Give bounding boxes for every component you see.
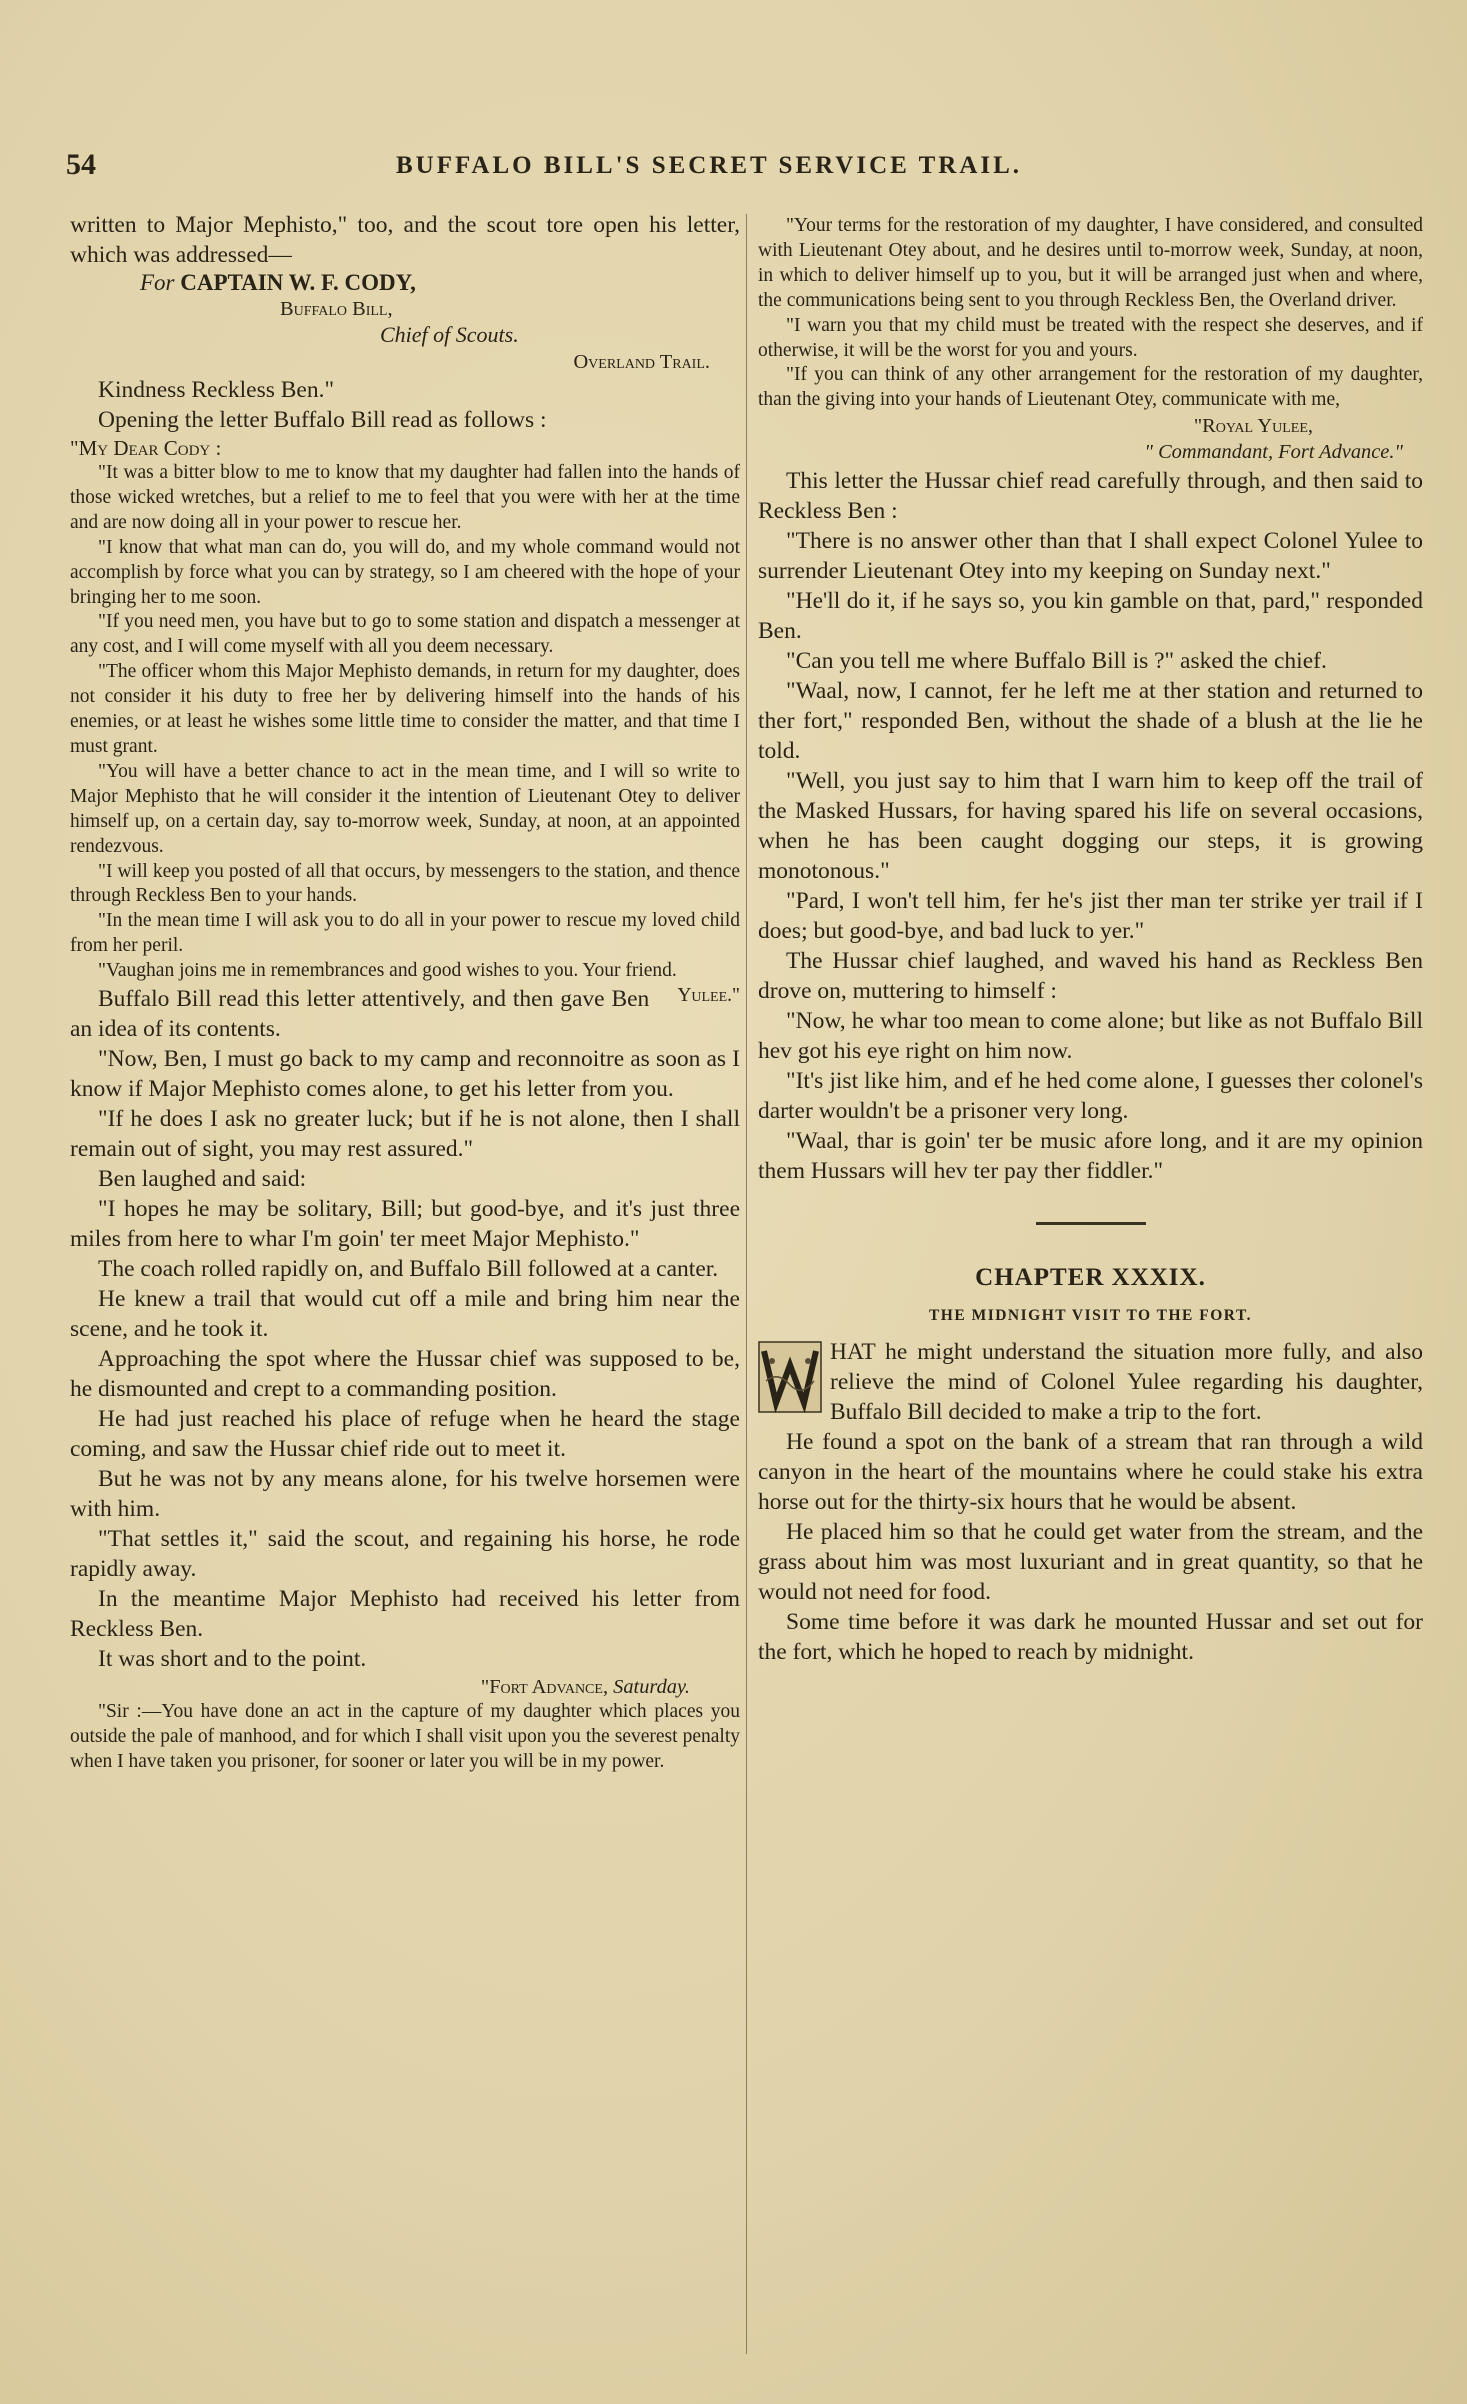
paragraph: "Can you tell me where Buffalo Bill is ?" asked the chief. (786, 647, 1327, 674)
paragraph: Buffalo Bill read this letter attentively, and then gave Ben an idea of its contents. (70, 986, 650, 1043)
running-title: BUFFALO BILL'S SECRET SERVICE TRAIL. (396, 152, 1023, 179)
letter-signature-title: " Commandant, Fort Advance." (1144, 441, 1403, 464)
letter-paragraph: "I warn you that my child must be treated with the respect she deserves, and if otherwise, it will be the worst for you and yours. (758, 314, 1423, 361)
paragraph: He knew a trail that would cut off a mile and bring him near the scene, and he took it. (70, 1286, 740, 1343)
page-header (66, 148, 1426, 188)
paragraph: He found a spot on the bank of a stream that ran through a wild canyon in the heart of the mountains where he could stake his extra horse out for the thirty-six hours that he would be absent. (758, 1429, 1423, 1516)
paragraph: Kindness Reckless Ben." (98, 376, 335, 403)
paragraph: "Now, he whar too mean to come alone; but like as not Buffalo Bill hev got his eye right on him now. (758, 1007, 1423, 1064)
paragraph: "He'll do it, if he says so, you kin gamble on that, pard," responded Ben. (758, 587, 1423, 644)
paragraph: "It's jist like him, and ef he hed come alone, I guesses ther colonel's darter wouldn't be a prisoner very long. (758, 1067, 1423, 1124)
paragraph: "Now, Ben, I must go back to my camp and reconnoitre as soon as I know if Major Mephisto comes alone, to get his letter from you. (70, 1046, 740, 1103)
paragraph: "There is no answer other than that I shall expect Colonel Yulee to surrender Lieutenant Otey into my keeping on Sunday next." (758, 527, 1423, 584)
letter-day: Saturday. (613, 1676, 690, 1699)
letter-paragraph: "You will have a better chance to act in the mean time, and I will so write to Major Mephisto that he will consider it the intention of Lieutenant Otey to deliver himself up, on a certain day, say to-morrow week, Sunday, at noon, at an appointed rendezvous. (70, 760, 740, 857)
chapter-heading: CHAPTER XXXIX. (975, 1263, 1206, 1291)
left-column (70, 210, 740, 2360)
paragraph: "Pard, I won't tell him, fer he's jist ther man ter strike yer trail if I does; but good-bye, and bad luck to yer." (758, 887, 1423, 944)
letter-address (70, 270, 740, 296)
paragraph: Approaching the spot where the Hussar chief was supposed to be, he dismounted and crept to a commanding position. (70, 1346, 740, 1403)
paragraph: "Waal, now, I cannot, fer he left me at ther station and returned to ther fort," responded Ben, without the shade of a blush at the lie he told. (758, 677, 1423, 764)
chapter-opening-paragraph (758, 1337, 1423, 1427)
paragraph: It was short and to the point. (98, 1646, 367, 1673)
paragraph: "That settles it," said the scout, and regaining his horse, he rode rapidly away. (70, 1526, 740, 1583)
paragraph: Opening the letter Buffalo Bill read as follows : (98, 406, 547, 433)
paragraph: "I hopes he may be solitary, Bill; but good-bye, and it's just three miles from here to whar I'm goin' ter meet Major Mephisto." (70, 1196, 740, 1253)
address-for: For (140, 270, 175, 295)
letter-salutation: "My Dear Cody : (70, 435, 222, 460)
paragraph: "If he does I ask no greater luck; but if he is not alone, then I shall remain out of sight, you may rest assured." (70, 1106, 740, 1163)
letter-signature: "Royal Yulee, (1193, 415, 1313, 438)
paragraph: He placed him so that he could get water from the stream, and the grass about him was most luxuriant and in great quantity, so that he would not need for food. (758, 1519, 1423, 1606)
letter-paragraph: "If you need men, you have but to go to some station and dispatch a messenger at any cost, and I will come myself with all you deem necessary. (70, 611, 740, 658)
letter-dateline (70, 1674, 740, 1700)
address-line: Chief of Scouts. (380, 322, 519, 348)
letter-signature: Yulee." (677, 985, 740, 1007)
paragraph: The coach rolled rapidly on, and Buffalo Bill followed at a canter. (98, 1256, 719, 1283)
column-divider (746, 214, 747, 2354)
paragraph: "Waal, thar is goin' ter be music afore long, and it are my opinion them Hussars will hev ter pay ther fiddler." (758, 1127, 1423, 1184)
letter-paragraph: "I will keep you posted of all that occurs, by messengers to the station, and thence through Reckless Ben to your hands. (70, 860, 740, 907)
letter-paragraph: "I know that what man can do, you will do, and my whole command would not accomplish by force what you can by strategy, so I am cheered with the hope of your bringing her to me soon. (70, 536, 740, 608)
letter-paragraph: "If you can think of any other arrangement for the restoration of my daughter, than the giving into your hands of Lieutenant Otey, communicate with me, (758, 364, 1423, 411)
paragraph: Ben laughed and said: (98, 1166, 307, 1193)
paragraph: In the meantime Major Mephisto had received his letter from Reckless Ben. (70, 1586, 740, 1643)
paragraph: written to Major Mephisto," too, and the scout tore open his letter, which was addressed— (70, 212, 740, 268)
address-line: Buffalo Bill, (280, 298, 393, 321)
letter-paragraph: "The officer whom this Major Mephisto demands, in return for my daughter, does not consider it his duty to free her by delivering himself into the hands of his enemies, or at least he wishes some little time to consider the matter, and that time I must grant. (70, 661, 740, 757)
section-rule (1036, 1222, 1146, 1225)
chapter-subheading: THE MIDNIGHT VISIT TO THE FORT. (928, 1306, 1253, 1324)
paragraph: "Well, you just say to him that I warn him to keep off the trail of the Masked Hussars, for having spared his life on several occasions, when he has been caught dogging our steps, it is growing monotonous." (758, 767, 1423, 884)
drop-cap-w-icon (758, 1341, 822, 1413)
paragraph: But he was not by any means alone, for his twelve horsemen were with him. (70, 1466, 740, 1523)
paragraph: Some time before it was dark he mounted Hussar and set out for the fort, which he hoped to reach by midnight. (758, 1609, 1423, 1666)
letter-paragraph: "It was a bitter blow to me to know that my daughter had fallen into the hands of those wicked wretches, but a relief to me to feel that you were with her at the time and are now doing all in your power to rescue her. (70, 462, 740, 533)
paragraph: This letter the Hussar chief read carefully through, and then said to Reckless Ben : (758, 467, 1423, 524)
letter-paragraph (70, 959, 740, 1007)
letter-paragraph: "Your terms for the restoration of my daughter, I have considered, and consulted with Lieutenant Otey about, and he desires until to-morrow week, Sunday, at noon, in which to deliver himself up to you, but it will be arranged just when and where, the communications being sent to you through Reckless Ben, the Overland driver. (758, 215, 1423, 311)
paragraph: The Hussar chief laughed, and waved his hand as Reckless Ben drove on, muttering to himself : (758, 947, 1423, 1004)
letter-paragraph: "In the mean time I will ask you to do all in your power to rescue my loved child from her peril. (70, 910, 740, 957)
page-number: 54 (66, 148, 96, 181)
letter-place: "Fort Advance, (480, 1676, 609, 1699)
chapter-text: HAT he might understand the situation more fully, and also relieve the mind of Colonel Yulee regarding his daughter, Buffalo Bill decided to make a trip to the fort. (830, 1339, 1423, 1426)
address-name: CAPTAIN W. F. CODY, (180, 270, 416, 295)
letter-closing: "Vaughan joins me in remembrances and good wishes to you. Your friend. (98, 960, 677, 982)
right-column (758, 214, 1423, 2364)
address-line: Overland Trail. (573, 350, 710, 373)
paragraph: He had just reached his place of refuge when he heard the stage coming, and saw the Hussar chief ride out to meet it. (70, 1406, 740, 1463)
letter-paragraph: "Sir :—You have done an act in the capture of my daughter which places you outside the pale of manhood, and for which I shall visit upon you the severest penalty when I have taken you prisoner, for sooner or later you will be in my power. (70, 1701, 740, 1773)
